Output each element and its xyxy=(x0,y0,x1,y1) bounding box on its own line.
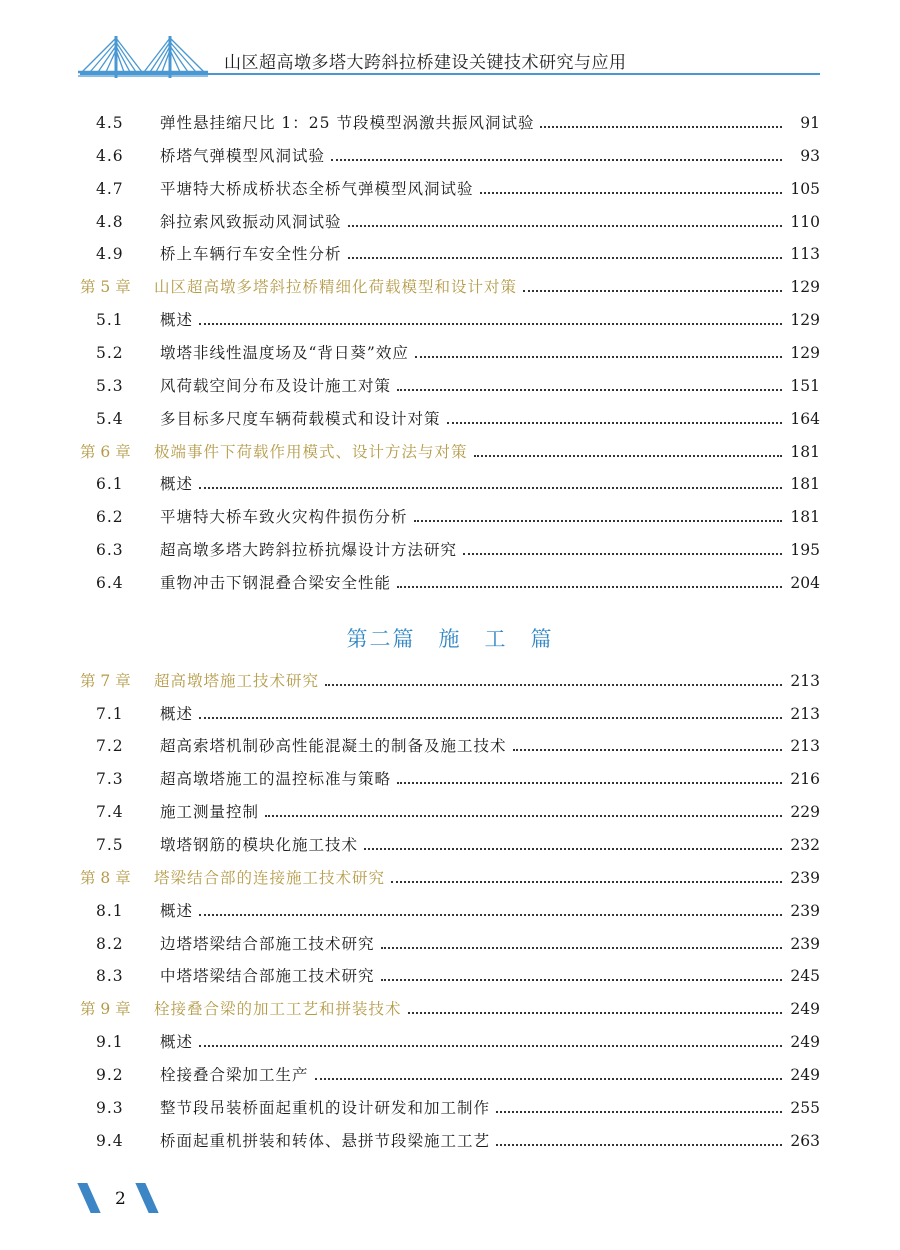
toc-number: 5.4 xyxy=(96,410,124,428)
dot-leader xyxy=(408,1012,782,1014)
toc-page-number: 213 xyxy=(790,737,820,755)
dot-leader xyxy=(397,389,782,391)
toc-title: 山区超高墩多塔斜拉桥精细化荷载模型和设计对策 xyxy=(154,278,518,296)
toc-entry-row xyxy=(80,335,820,363)
toc-title: 平塘特大桥成桥状态全桥气弹模型风洞试验 xyxy=(160,180,474,198)
dot-leader xyxy=(381,979,782,981)
dot-leader xyxy=(199,717,782,719)
toc-entry-row xyxy=(80,499,820,527)
toc-page-number: 164 xyxy=(790,410,820,428)
toc-chapter-row xyxy=(80,663,820,691)
toc-number: 8.1 xyxy=(96,902,124,920)
dot-leader xyxy=(199,487,782,489)
page-header xyxy=(0,0,900,90)
toc-title: 多目标多尺度车辆荷载模式和设计对策 xyxy=(160,410,441,428)
toc-page-number: 113 xyxy=(790,245,820,263)
toc-entry-row xyxy=(80,761,820,789)
toc-page-number: 216 xyxy=(790,770,820,788)
toc-title: 超高墩塔施工的温控标准与策略 xyxy=(160,770,392,788)
dot-leader xyxy=(265,815,782,817)
toc-number: 5.2 xyxy=(96,344,124,362)
toc-number: 4.8 xyxy=(96,213,124,231)
toc-title: 概述 xyxy=(160,902,194,920)
toc-entry-row xyxy=(80,926,820,954)
toc-entry-row xyxy=(80,401,820,429)
toc-page-number: 93 xyxy=(800,147,820,165)
toc-number: 7.1 xyxy=(96,705,124,723)
toc-title: 边塔塔梁结合部施工技术研究 xyxy=(160,935,375,953)
toc-title: 栓接叠合梁加工生产 xyxy=(160,1066,309,1084)
toc-title: 墩塔钢筋的模块化施工技术 xyxy=(160,836,359,854)
header-rule xyxy=(80,73,820,75)
slash-decoration-icon xyxy=(77,1183,100,1213)
toc-number: 6.2 xyxy=(96,508,124,526)
toc-number: 9.3 xyxy=(96,1099,124,1117)
page-number: 2 xyxy=(115,1189,126,1209)
toc-title: 重物冲击下钢混叠合梁安全性能 xyxy=(160,574,392,592)
toc-number: 9.2 xyxy=(96,1066,124,1084)
toc-title: 桥塔气弹模型风洞试验 xyxy=(160,147,326,165)
toc-number: 4.7 xyxy=(96,180,124,198)
toc-number: 第 8 章 xyxy=(80,869,131,887)
toc-entry-row xyxy=(80,532,820,560)
toc-page-number: 263 xyxy=(790,1132,820,1150)
toc-page-number: 110 xyxy=(790,213,820,231)
toc-page-number: 239 xyxy=(790,869,820,887)
dot-leader xyxy=(480,192,782,194)
toc-entry-row xyxy=(80,138,820,166)
toc-entry-row xyxy=(80,236,820,264)
toc-number: 6.1 xyxy=(96,475,124,493)
dot-leader xyxy=(415,356,782,358)
toc-chapter-row xyxy=(80,434,820,462)
toc-title: 桥上车辆行车安全性分析 xyxy=(160,245,342,263)
toc-page-number: 151 xyxy=(790,377,820,395)
toc-title: 桥面起重机拼装和转体、悬拼节段梁施工工艺 xyxy=(160,1132,491,1150)
toc-entry-row xyxy=(80,1090,820,1118)
toc-page-number: 181 xyxy=(790,443,820,461)
toc-title: 弹性悬挂缩尺比 1：25 节段模型涡激共振风洞试验 xyxy=(160,114,535,132)
dot-leader xyxy=(348,225,782,227)
toc-title: 超高墩多塔大跨斜拉桥抗爆设计方法研究 xyxy=(160,541,458,559)
toc-entry-row xyxy=(80,1057,820,1085)
toc-entry-row xyxy=(80,893,820,921)
dot-leader xyxy=(348,257,782,259)
dot-leader xyxy=(463,553,782,555)
toc-title: 平塘特大桥车致火灾构件损伤分析 xyxy=(160,508,408,526)
toc-entry-row xyxy=(80,171,820,199)
toc-number: 9.1 xyxy=(96,1033,124,1051)
dot-leader xyxy=(381,947,782,949)
toc-page-number: 249 xyxy=(790,1033,820,1051)
toc-title: 栓接叠合梁的加工工艺和拼装技术 xyxy=(154,1000,402,1018)
toc-title: 概述 xyxy=(160,311,194,329)
toc-page-number: 204 xyxy=(790,574,820,592)
dot-leader xyxy=(523,290,782,292)
toc-page-number: 255 xyxy=(790,1099,820,1117)
toc-title: 中塔塔梁结合部施工技术研究 xyxy=(160,967,375,985)
toc-title: 概述 xyxy=(160,1033,194,1051)
toc-number: 5.3 xyxy=(96,377,124,395)
toc-page-number: 181 xyxy=(790,508,820,526)
toc-number: 7.3 xyxy=(96,770,124,788)
running-title: 山区超高墩多塔大跨斜拉桥建设关键技术研究与应用 xyxy=(224,53,627,73)
toc-entry-row xyxy=(80,466,820,494)
toc-number: 7.4 xyxy=(96,803,124,821)
dot-leader xyxy=(496,1144,782,1146)
toc-number: 第 5 章 xyxy=(80,278,131,296)
toc-number: 4.9 xyxy=(96,245,124,263)
toc-entry-row xyxy=(80,368,820,396)
dot-leader xyxy=(513,749,782,751)
toc-page-number: 249 xyxy=(790,1066,820,1084)
toc-entry-row xyxy=(80,728,820,756)
toc-title: 墩塔非线性温度场及“背日葵”效应 xyxy=(160,344,409,362)
page-footer xyxy=(0,1175,900,1225)
dot-leader xyxy=(199,1045,782,1047)
toc-chapter-row xyxy=(80,991,820,1019)
dot-leader xyxy=(391,881,782,883)
toc-number: 7.5 xyxy=(96,836,124,854)
dot-leader xyxy=(199,914,782,916)
toc-entry-row xyxy=(80,827,820,855)
toc-page-number: 245 xyxy=(790,967,820,985)
dot-leader xyxy=(325,684,782,686)
toc-entry-row xyxy=(80,565,820,593)
toc-number: 6.4 xyxy=(96,574,124,592)
toc-entry-row xyxy=(80,302,820,330)
toc-page-number: 239 xyxy=(790,935,820,953)
slash-decoration-icon xyxy=(135,1183,158,1213)
toc-number: 第 9 章 xyxy=(80,1000,131,1018)
toc-title: 整节段吊装桥面起重机的设计研发和加工制作 xyxy=(160,1099,491,1117)
toc-title: 极端事件下荷载作用模式、设计方法与对策 xyxy=(154,443,468,461)
toc-entry-row xyxy=(80,1024,820,1052)
dot-leader xyxy=(397,586,782,588)
toc-page-number: 229 xyxy=(790,803,820,821)
toc-page-number: 213 xyxy=(790,672,820,690)
toc-page-number: 232 xyxy=(790,836,820,854)
toc-page-number: 105 xyxy=(790,180,820,198)
toc-number: 4.6 xyxy=(96,147,124,165)
toc-page-number: 239 xyxy=(790,902,820,920)
dot-leader xyxy=(331,159,782,161)
toc-page-number: 195 xyxy=(790,541,820,559)
dot-leader xyxy=(397,782,782,784)
toc-title: 斜拉索风致振动风洞试验 xyxy=(160,213,342,231)
toc-page-number: 129 xyxy=(790,311,820,329)
toc-entry-row xyxy=(80,105,820,133)
dot-leader xyxy=(540,126,782,128)
toc-number: 7.2 xyxy=(96,737,124,755)
dot-leader xyxy=(414,520,782,522)
toc-number: 8.2 xyxy=(96,935,124,953)
toc-entry-row xyxy=(80,204,820,232)
toc-page-number: 129 xyxy=(790,344,820,362)
toc-title: 超高墩塔施工技术研究 xyxy=(154,672,320,690)
toc-entry-row xyxy=(80,958,820,986)
toc-title: 塔梁结合部的连接施工技术研究 xyxy=(154,869,386,887)
toc-number: 第 7 章 xyxy=(80,672,131,690)
toc-entry-row xyxy=(80,1123,820,1151)
dot-leader xyxy=(474,455,782,457)
toc-title: 超高索塔机制砂高性能混凝土的制备及施工技术 xyxy=(160,737,507,755)
toc-number: 9.4 xyxy=(96,1132,124,1150)
toc-number: 8.3 xyxy=(96,967,124,985)
toc-page-number: 213 xyxy=(790,705,820,723)
toc-page-number: 91 xyxy=(800,114,820,132)
toc-number: 第 6 章 xyxy=(80,443,131,461)
part-title: 第二篇 施 工 篇 xyxy=(346,627,554,651)
dot-leader xyxy=(364,848,782,850)
toc-page-number: 181 xyxy=(790,475,820,493)
toc-number: 6.3 xyxy=(96,541,124,559)
dot-leader xyxy=(315,1078,782,1080)
toc-number: 5.1 xyxy=(96,311,124,329)
toc-page-number: 129 xyxy=(790,278,820,296)
toc-chapter-row xyxy=(80,860,820,888)
toc-page-number: 249 xyxy=(790,1000,820,1018)
toc-title: 概述 xyxy=(160,705,194,723)
toc-chapter-row xyxy=(80,269,820,297)
toc-entry-row xyxy=(80,794,820,822)
dot-leader xyxy=(496,1111,782,1113)
toc-title: 概述 xyxy=(160,475,194,493)
dot-leader xyxy=(447,422,782,424)
toc-title: 风荷载空间分布及设计施工对策 xyxy=(160,377,392,395)
toc-entry-row xyxy=(80,696,820,724)
dot-leader xyxy=(199,323,782,325)
toc-number: 4.5 xyxy=(96,114,124,132)
toc-title: 施工测量控制 xyxy=(160,803,260,821)
